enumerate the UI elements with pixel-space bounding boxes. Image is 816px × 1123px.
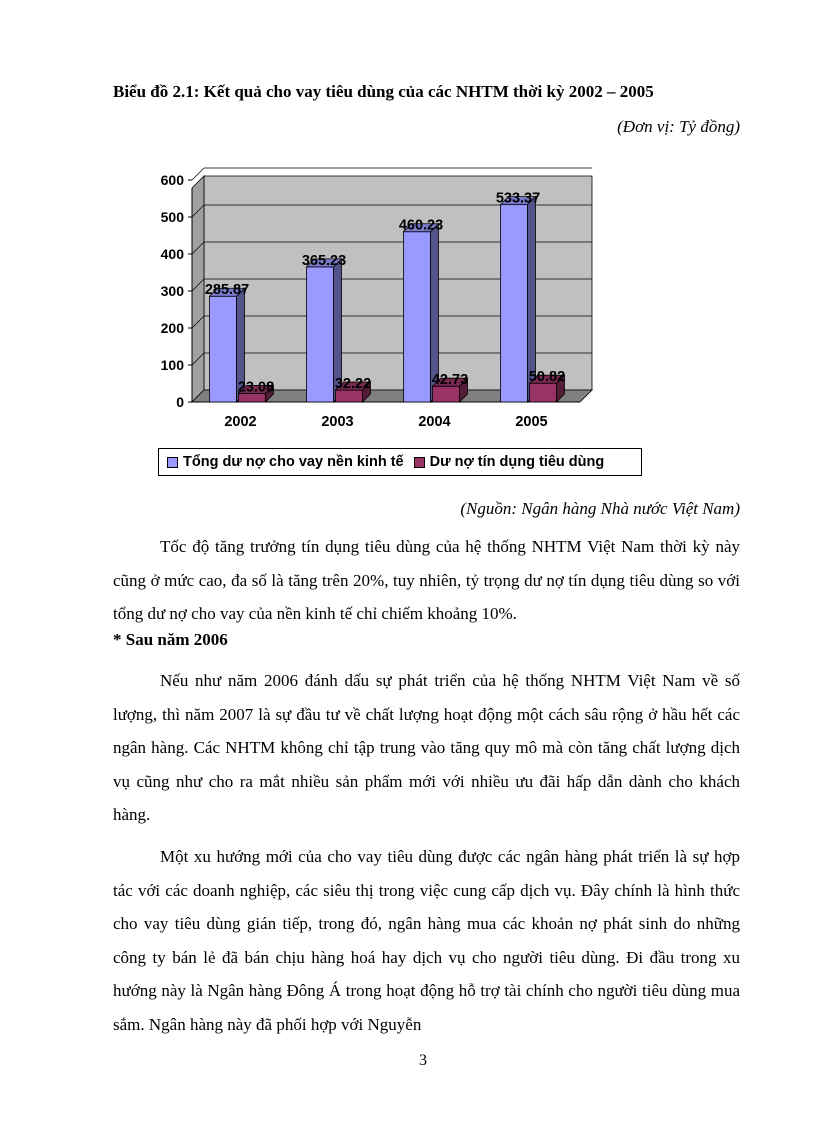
legend-swatch-series1 bbox=[167, 457, 178, 468]
bar-data-label: 23.08 bbox=[237, 379, 275, 396]
bar-front bbox=[307, 267, 334, 402]
bar-data-label: 50.82 bbox=[528, 369, 566, 386]
y-tick-label: 300 bbox=[160, 283, 184, 299]
y-tick-label: 0 bbox=[176, 394, 184, 410]
x-tick-label: 2004 bbox=[418, 414, 451, 430]
x-tick-label: 2003 bbox=[321, 414, 354, 430]
chart-heading: Biểu đồ 2.1: Kết quả cho vay tiêu dùng của các NHTM thời kỳ 2002 – 2005 bbox=[113, 82, 654, 101]
bar-front bbox=[530, 383, 557, 402]
x-tick-label: 2005 bbox=[515, 414, 548, 430]
bar-data-label: 460.23 bbox=[398, 217, 444, 234]
bar-front bbox=[404, 232, 431, 402]
paragraph-1: Tốc độ tăng trưởng tín dụng tiêu dùng của hệ thống NHTM Việt Nam thời kỳ này cũng ở mức cao, đa số là tăng trên 20%, tuy nhiên, tỷ trọng dư nợ tín dụng tiêu dùng so với tổng dư nợ cho vay của nền kinh tế chỉ chiếm khoảng 10%. bbox=[113, 537, 740, 623]
source-note: (Nguồn: Ngân hàng Nhà nước Việt Nam) bbox=[460, 499, 740, 518]
bar-data-label: 32.22 bbox=[334, 376, 372, 393]
section-heading: * Sau năm 2006 bbox=[113, 630, 228, 649]
bar-data-label: 365.23 bbox=[301, 252, 347, 269]
legend-label-series2: Dư nợ tín dụng tiêu dùng bbox=[429, 454, 605, 470]
unit-note: (Đơn vị: Tỷ đồng) bbox=[617, 117, 740, 136]
bar-front bbox=[501, 205, 528, 402]
bar-data-label: 42.73 bbox=[431, 372, 469, 389]
legend-item-series1 bbox=[167, 454, 404, 470]
bar-chart bbox=[140, 165, 610, 485]
y-tick-label: 100 bbox=[160, 357, 184, 373]
page-number: 3 bbox=[419, 1052, 427, 1069]
y-tick-label: 400 bbox=[160, 246, 184, 262]
x-tick-label: 2002 bbox=[224, 414, 257, 430]
paragraph-3: Một xu hướng mới của cho vay tiêu dùng được các ngân hàng phát triển là sự hợp tác với các doanh nghiệp, các siêu thị trong việc cung cấp dịch vụ. Đây chính là hình thức cho vay tiêu dùng gián tiếp, trong đó, ngân hàng mua các khoản nợ phát sinh do những công ty bán lẻ đã bán chịu hàng hoá hay dịch vụ cho người tiêu dùng. Đi đầu trong xu hướng này là Ngân hàng Đông Á trong hoạt động hỗ trợ tài chính cho người tiêu dùng mua sắm. Ngân hàng này đã phối hợp với Nguyễn bbox=[113, 847, 740, 1034]
legend-item-series2 bbox=[414, 454, 605, 470]
bar-front bbox=[210, 296, 237, 402]
bar-data-label: 285.87 bbox=[204, 282, 250, 299]
y-tick-label: 600 bbox=[160, 172, 184, 188]
legend-label-series1: Tổng dư nợ cho vay nền kinh tế bbox=[183, 454, 404, 470]
paragraph-2: Nếu như năm 2006 đánh dấu sự phát triển của hệ thống NHTM Việt Nam về số lượng, thì năm 2007 là sự đầu tư về chất lượng hoạt động một cách sâu rộng ở hầu hết các ngân hàng. Các NHTM không chỉ tập trung vào tăng quy mô mà còn tăng chất lượng dịch vụ cũng như cho ra mắt nhiều sản phẩm mới với nhiều ưu đãi hấp dẫn dành cho khách hàng. bbox=[113, 671, 740, 824]
y-tick-label: 500 bbox=[160, 209, 184, 225]
bar-data-label: 533.37 bbox=[495, 190, 541, 207]
y-tick-label: 200 bbox=[160, 320, 184, 336]
legend-swatch-series2 bbox=[414, 457, 425, 468]
bar-chart-svg bbox=[140, 165, 610, 485]
chart-legend bbox=[158, 448, 642, 476]
bar-front bbox=[433, 386, 460, 402]
